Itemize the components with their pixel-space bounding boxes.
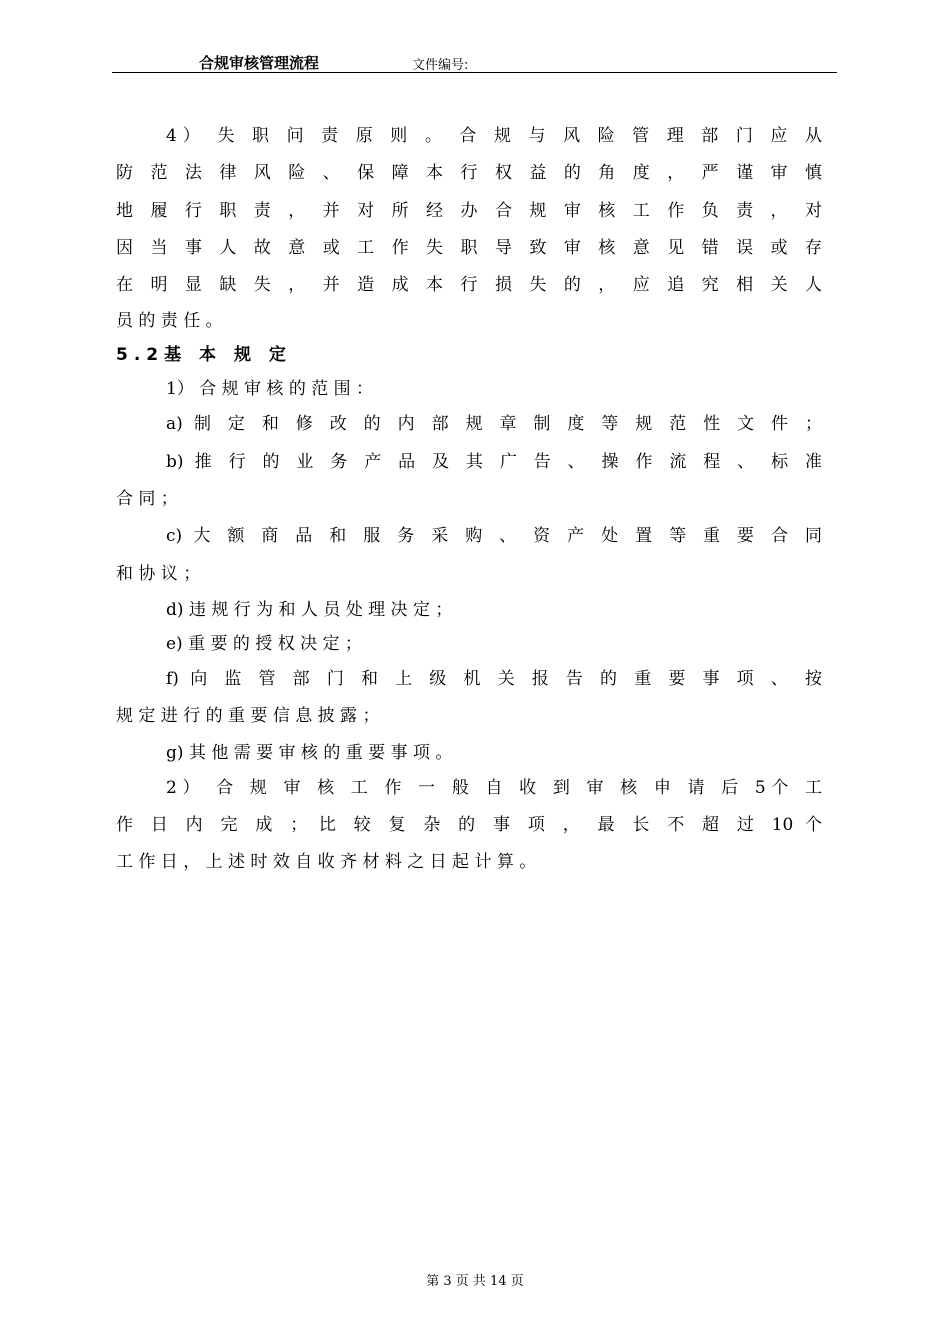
text-line: 地 履 行 职 责 ， 并 对 所 经 办 合 规 审 核 工 作 负 责 ， 对	[116, 200, 822, 221]
list-item-f-cont: 规 定 进 行 的 重 要 信 息 披 露 ；	[116, 706, 380, 727]
text-line: 4） 失 职 问 责 原 则 。 合 规 与 风 险 管 理 部 门 应 从	[166, 126, 822, 146]
page-number: 第 3 页 共 14 页	[426, 1274, 524, 1289]
section-basic-rules	[116, 372, 822, 881]
page-header	[112, 52, 837, 74]
timing-rule-cont: 作 日 内 完 成 ； 比 较 复 杂 的 事 项 ， 最 长 不 超 过 10 个	[116, 814, 822, 835]
list-item-d: d) 违 规 行 为 和 人 员 处 理 决 定 ；	[166, 599, 453, 620]
paragraph-accountability	[116, 118, 822, 338]
document-number-label: 文件编号:	[412, 58, 469, 73]
list-item-e: e) 重 要 的 授 权 决 定 ；	[166, 633, 362, 654]
list-item-f: f) 向 监 管 部 门 和 上 级 机 关 报 告 的 重 要 事 项 、 按	[166, 668, 822, 689]
document-body	[116, 118, 822, 881]
section-heading: 5.2基 本 规 定	[116, 345, 292, 366]
list-item-a: a) 制 定 和 修 改 的 内 部 规 章 制 度 等 规 范 性 文 件 ；	[166, 414, 822, 435]
list-item-g: g) 其 他 需 要 审 核 的 重 要 事 项 。	[166, 742, 453, 763]
timing-rule-cont: 工 作 日 ， 上 述 时 效 自 收 齐 材 料 之 日 起 计 算 。	[116, 852, 537, 873]
list-item-c-cont: 和 协 议 ；	[116, 563, 201, 584]
header-divider	[112, 72, 837, 73]
text-line: 防 范 法 律 风 险 、 保 障 本 行 权 益 的 角 度 ， 严 谨 审 慎	[116, 163, 822, 184]
scope-intro: 1） 合 规 审 核 的 范 围 ：	[166, 379, 374, 400]
list-item-b-cont: 合 同 ；	[116, 489, 178, 510]
text-line: 因 当 事 人 故 意 或 工 作 失 职 导 致 审 核 意 见 错 误 或 存	[116, 237, 822, 258]
text-line: 员 的 责 任 。	[116, 311, 223, 332]
list-item-b: b) 推 行 的 业 务 产 品 及 其 广 告 、 操 作 流 程 、 标 准	[166, 451, 822, 472]
timing-rule: 2） 合 规 审 核 工 作 一 般 自 收 到 审 核 申 请 后 5个 工	[166, 777, 822, 798]
document-title: 合规审核管理流程	[199, 54, 320, 72]
text-line: 在 明 显 缺 失 ， 并 造 成 本 行 损 失 的 ， 应 追 究 相 关 人	[116, 275, 822, 296]
list-item-c: c) 大 额 商 品 和 服 务 采 购 、 资 产 处 置 等 重 要 合 同	[166, 526, 822, 547]
